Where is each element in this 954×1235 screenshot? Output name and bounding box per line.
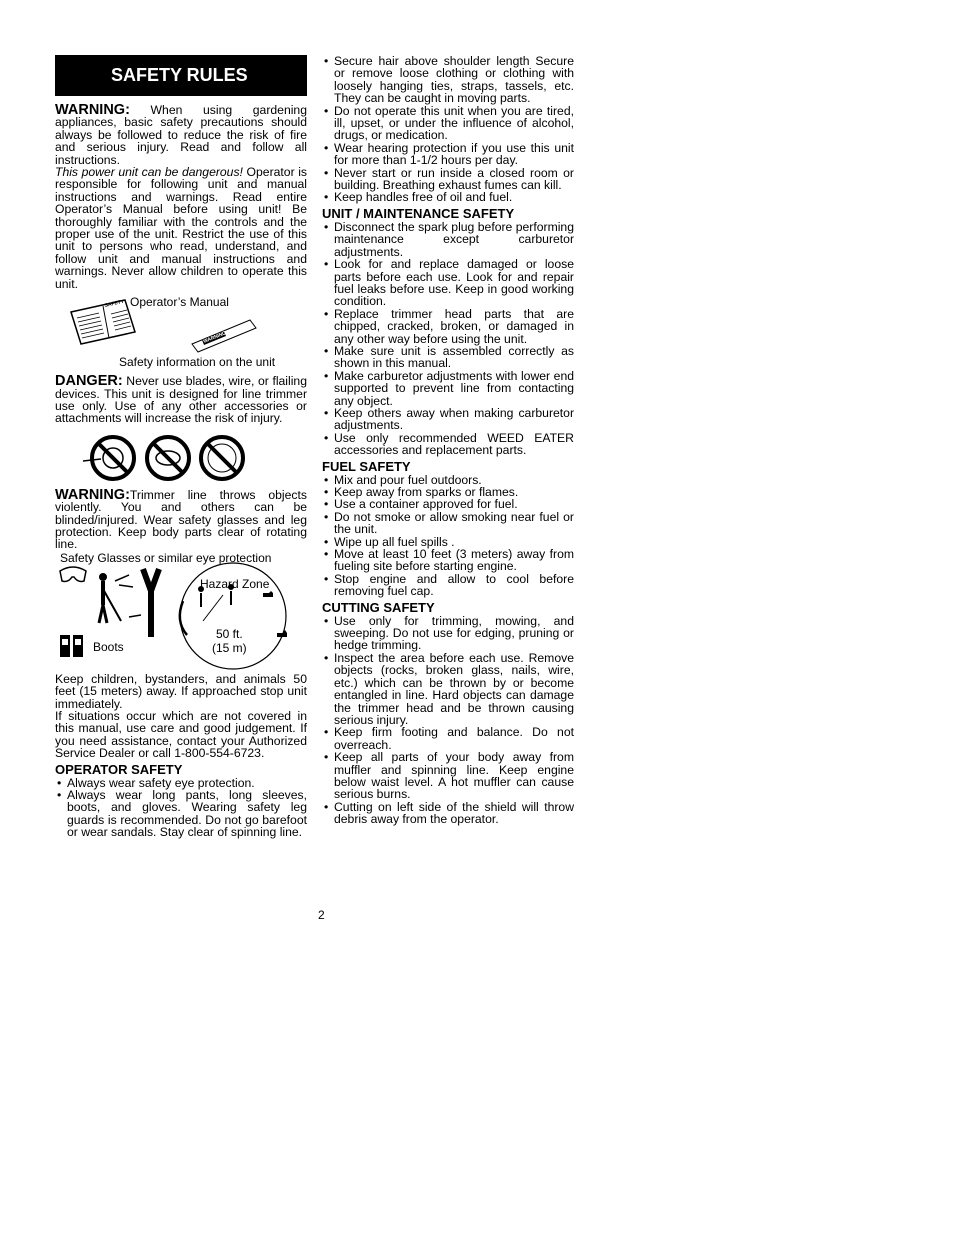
list-item: • Make sure unit is assembled correctly as shown in this manual. [322,345,574,370]
list-item: • Move at least 10 feet (3 meters) away from fueling site before starting engine. [322,548,574,573]
warning-decal-icon [190,314,260,354]
warning-lead: WARNING: [55,102,130,118]
list-item: • Wipe up all fuel spills . [322,536,574,548]
operators-manual-icon [67,298,137,348]
list-item: • Do not operate this unit when you are tired, ill, upset, or under the influence of alcohol, drugs, or medication. [322,105,574,142]
list-item: • Keep all parts of your body away from muffler and spinning line. Keep engine below waist level. A hot muffler can cause serious burns. [322,751,574,801]
decal-text: WARNING [202,330,228,345]
situations-paragraph: If situations occur which are not covered in this manual, use care and good judgement. If you need assistance, contact your Authorized Service Dealer or call 1-800-554-6723. [55,708,307,761]
list-item: • Secure hair above shoulder length Secure or remove loose clothing or clothing with loosely hanging ties, straps, tassels, etc. They can be caught in moving parts. [322,55,574,105]
cutting-safety-list [322,615,574,826]
safety-glasses-icon [58,565,88,585]
hazard-zone-figure [55,551,307,673]
list-item: • Cutting on left side of the shield will throw debris away from the operator. [322,801,574,826]
maintenance-safety-list [322,221,574,457]
danger-lead: DANGER: [55,373,123,390]
list-item: • Always wear safety eye protection. [55,777,307,789]
list-item: • Never start or run inside a closed room or building. Breathing exhaust fumes can kill. [322,167,574,192]
intro-italic: This power unit can be dangerous! [55,165,243,180]
list-item: • Replace trimmer head parts that are chipped, cracked, broken, or damaged in any other way before using the unit. [322,308,574,345]
warning-text: When using gardening appliances, basic safety precautions should always be followed to reduce the risk of fire and serious injury. Read and follow all instructions. [55,103,307,167]
intro-text: Operator is responsible for following unit and manual instructions and warnings. Read entire Operator’s Manual before using unit! Be thoroughly familiar with the controls and the proper use of the unit. Restrict the use of this unit to persons who read, understand, and follow unit and manual instructions and warnings. Never allow children to operate this unit. [55,165,308,291]
list-item: • Keep firm footing and balance. Do not overreach. [322,726,574,751]
list-item: • Keep away from sparks or flames. [322,486,574,498]
book-cover-text: SAFETY [104,298,125,310]
prohibited-devices-figure [55,429,307,487]
operator-safety-list [55,777,307,839]
list-item: • Use a container approved for fuel. [322,498,574,510]
list-item: • Keep others away when making carburetor adjustments. [322,407,574,432]
intro-paragraph [55,166,307,290]
list-item: • Inspect the area before each use. Remove objects (rocks, broken glass, nails, wire, etc.) which can be thrown by or become entangled in line. Hard objects can damage the trimmer head and be thrown causing serious injury. [322,652,574,726]
operator-safety-title: OPERATOR SAFETY [55,761,183,777]
keep-children-paragraph: Keep children, bystanders, and animals 50 feet (15 meters) away. If approached stop unit immediately. [55,671,307,711]
list-item: • Keep handles free of oil and fuel. [322,191,574,203]
list-item: • Use only for trimming, mowing, and sweeping. Do not use for edging, pruning or hedge trimming. [322,615,574,652]
list-item: • Make carburetor adjustments with lower end supported to prevent line from contacting any object. [322,370,574,407]
list-item: • Disconnect the spark plug before performing maintenance except carburetor adjustments. [322,221,574,258]
page-title: SAFETY RULES [55,55,307,96]
fuel-safety-title: FUEL SAFETY [322,458,411,474]
fuel-safety-list [322,474,574,598]
warning-paragraph [55,104,307,166]
warning2-lead: WARNING: [55,486,130,503]
no-blade-icon [81,433,141,483]
list-item: • Do not smoke or allow smoking near fuel or the unit. [322,511,574,536]
operator-safety-list-continued [322,55,574,204]
no-wire-icon [197,433,247,483]
distance-meters: (15 m) [212,640,247,655]
distance-feet: 50 ft. [216,626,243,641]
list-item: • Wear hearing protection if you use this unit for more than 1-1/2 hours per day. [322,142,574,167]
right-column [322,55,574,826]
list-item: • Stop engine and allow to cool before removing fuel cap. [322,573,574,598]
warning2-paragraph [55,486,307,552]
list-item: • Always wear long pants, long sleeves, boots, and gloves. Wearing safety leg guards is recommended. Do not go barefoot or wear sandals. Stay clear of spinning line. [55,789,307,839]
hazard-zone-label: Hazard Zone [200,576,270,591]
cutting-safety-title: CUTTING SAFETY [322,599,435,615]
left-column [55,55,307,839]
list-item: • Look for and replace damaged or loose parts before each use. Look for and repair fuel leaks before use. Keep in good working condition. [322,258,574,308]
maintenance-safety-title: UNIT / MAINTENANCE SAFETY [322,205,515,221]
manual-label: Operator’s Manual [130,295,229,310]
safety-glasses-label: Safety Glasses or similar eye protection [60,550,272,565]
boots-icon [59,633,85,659]
manual-figure [55,294,307,372]
danger-paragraph [55,375,307,425]
danger-text: Never use blades, wire, or flailing devices. This unit is designed for line trimmer use only. Use of any other accessories or attachments will increase the risk of injury. [55,374,307,426]
page-number: 2 [318,908,325,922]
list-item: • Use only recommended WEED EATER accessories and replacement parts. [322,432,574,457]
list-item: • Mix and pour fuel outdoors. [322,474,574,486]
unit-safety-label: Safety information on the unit [119,355,276,370]
warning2-text: Trimmer line throws objects violently. You and others can be blinded/injured. Wear safety glasses and leg protection. Keep body parts clear of rotating line. [55,487,307,552]
no-flail-icon [143,433,193,483]
boots-label: Boots [93,639,124,654]
